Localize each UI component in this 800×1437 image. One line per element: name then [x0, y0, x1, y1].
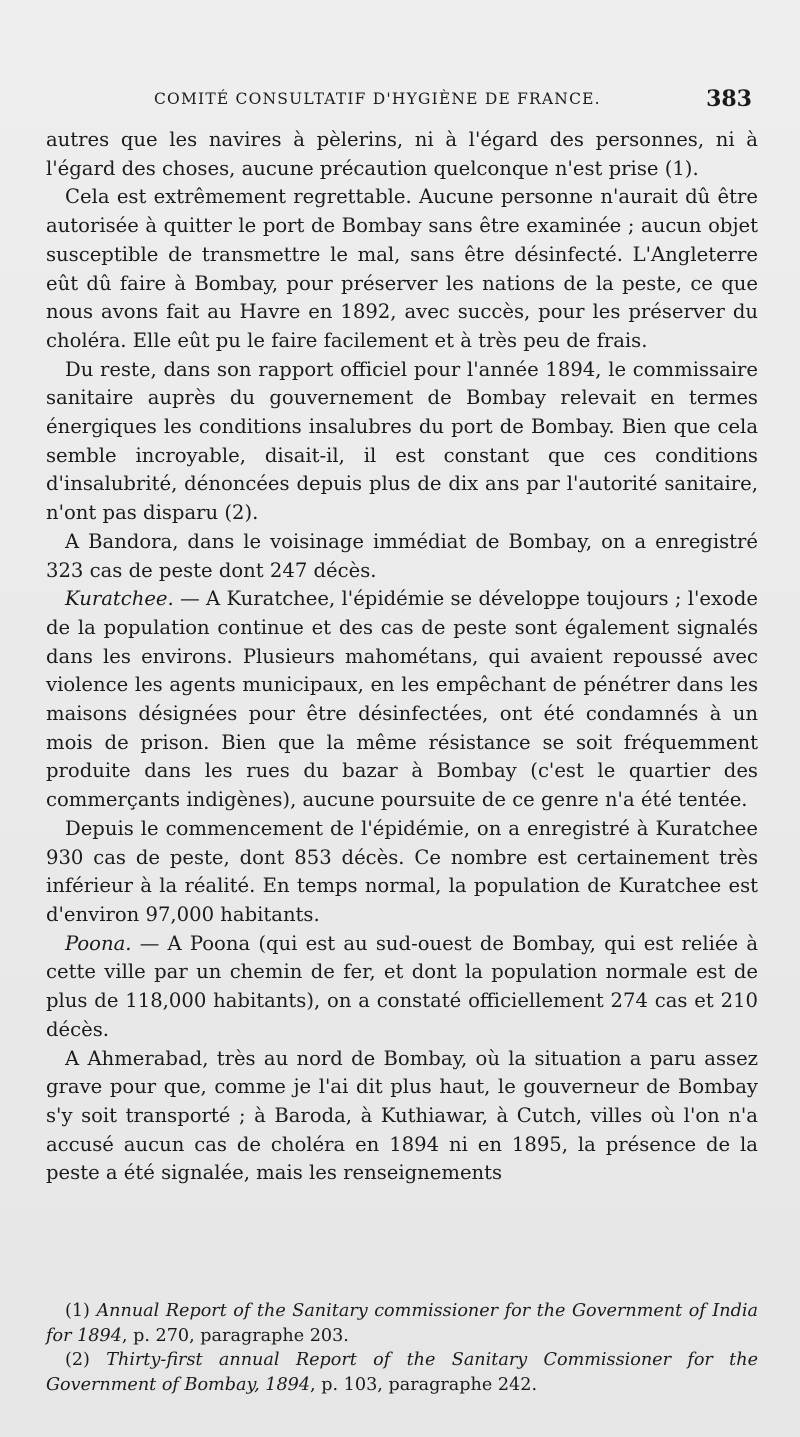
footnote-title: Thirty-first annual Report of the Sanitary Commissioner for the Government of Bombay, 1894 — [46, 1350, 758, 1395]
footnotes — [46, 1299, 758, 1397]
paragraph: A Bandora, dans le voisinage immédiat de Bombay, on a enregistré 323 cas de peste dont 247 décès. — [46, 529, 758, 582]
paragraph: A Ahmerabad, très au nord de Bombay, où la situation a paru assez grave pour que, comme je l'ai dit plus haut, le gouverneur de Bombay s'y soit transporté ; à Baroda, à Kuthiawar, à Cutch, villes où l'on n'a accusé aucun cas de choléra en 1894 ni en 1895, la présence de la peste a été signalée, mais les renseignements — [46, 1046, 758, 1185]
paragraph: autres que les navires à pèlerins, ni à l'égard des personnes, ni à l'égard des choses, aucune précaution quelconque n'est prise (1). — [46, 128, 758, 180]
footnote: (1) Annual Report of the Sanitary commissioner for the Government of India for 1894, p. 270, paragraphe 203. — [46, 1301, 759, 1346]
running-head: COMITÉ CONSULTATIF D'HYGIÈNE DE FRANCE. — [154, 90, 601, 108]
paragraph-lead-italic: Poona. — [65, 931, 132, 955]
paragraph: Cela est extrêmement regrettable. Aucune personne n'aurait dû être autorisée à quitter le port de Bombay sans être examinée ; aucun objet susceptible de transmettre le mal, sans être désinfecté. L'Angleterre eût dû faire à Bombay, pour préserver les nations de la peste, ce que nous avons fait au Havre en 1892, avec succès, pour les préserver du choléra. Elle eût pu le faire facilement et à très peu de frais. — [46, 185, 758, 352]
body-text — [46, 126, 758, 1188]
paragraph-lead-italic: Kuratchee. — [65, 587, 174, 611]
footnote: (2) Thirty-first annual Report of the Sanitary Commissioner for the Government of Bombay, 1894, p. 103, paragraphe 242. — [46, 1350, 758, 1395]
footnote-title: Annual Report of the Sanitary commissioner for the Government of India for 1894 — [46, 1301, 759, 1346]
page-number: 383 — [706, 86, 752, 112]
page-header — [154, 86, 752, 116]
paragraph-kuratchee: Kuratchee. — A Kuratchee, l'épidémie se développe toujours ; l'exode de la population continue et des cas de peste sont également signalés dans les environs. Plusieurs mahométans, qui avaient repoussé avec violence les agents municipaux, en les empêchant de pénétrer dans les maisons désignées pour être désinfectées, ont été condamnés à un mois de prison. Bien que la même résistance se soit fréquemment produite dans les rues du bazar à Bombay (c'est le quartier des commerçants indigènes), aucune poursuite de ce genre n'a été tentée. — [46, 587, 758, 812]
paragraph: Depuis le commencement de l'épidémie, on a enregistré à Kuratchee 930 cas de peste, dont 853 décès. Ce nombre est certainement très inférieur à la réalité. En temps normal, la population de Kuratchee est d'environ 97,000 habitants. — [46, 816, 758, 926]
paragraph-poona: Poona. — A Poona (qui est au sud-ouest de Bombay, qui est reliée à cette ville par un chemin de fer, et dont la population normale est de plus de 118,000 habitants), on a constaté officiellement 274 cas et 210 décès. — [46, 931, 758, 1041]
paragraph: Du reste, dans son rapport officiel pour l'année 1894, le commissaire sanitaire auprès du gouvernement de Bombay relevait en termes énergiques les conditions insalubres du port de Bombay. Bien que cela semble incroyable, disait-il, il est constant que ces conditions d'insalubrité, dénoncées depuis plus de dix ans par l'autorité sanitaire, n'ont pas disparu (2). — [46, 357, 758, 525]
